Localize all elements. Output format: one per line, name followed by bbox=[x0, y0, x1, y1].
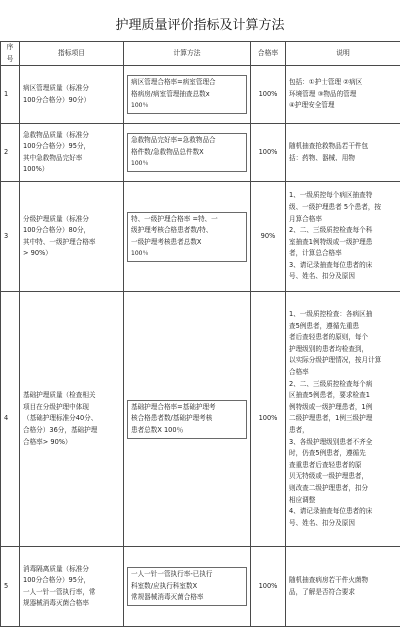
item-line: 病区管理质量（标准分 bbox=[23, 83, 120, 95]
table-header-row bbox=[1, 42, 400, 66]
item-line: 100分合格分）90分） bbox=[23, 95, 120, 107]
header-rate: 合格率 bbox=[251, 42, 286, 66]
desc-cell bbox=[286, 182, 400, 292]
desc-line: 区抽查5例患者，要求检查1 bbox=[289, 390, 397, 402]
method-line: 100％ bbox=[131, 158, 243, 170]
rate-cell: 100% bbox=[251, 292, 286, 547]
method-line: 特、一级护理合格率 =特、一 bbox=[131, 214, 243, 226]
method-line: 急救物品完好率=急救物品合 bbox=[131, 135, 243, 147]
desc-cell bbox=[286, 124, 400, 182]
desc-line: 包括：①护士管理 ②病区 bbox=[289, 77, 397, 89]
item-cell bbox=[20, 182, 124, 292]
rate-cell: 100% bbox=[251, 547, 286, 627]
item-line: 消毒隔离质量（标准分 bbox=[23, 564, 120, 576]
item-line: 基础护理质量（检查相关 bbox=[23, 390, 120, 402]
desc-line: 则改查二级护理患者，扣分 bbox=[289, 483, 397, 495]
method-cell bbox=[124, 292, 251, 547]
rate-cell: 100% bbox=[251, 124, 286, 182]
item-line: 其中急救物品完好率 bbox=[23, 153, 120, 165]
item-line: > 90%） bbox=[23, 248, 120, 260]
method-line: 病区管理合格率=病室管理合 bbox=[131, 77, 243, 89]
item-cell bbox=[20, 547, 124, 627]
table-row bbox=[1, 124, 400, 182]
desc-line: 者，计算总合格率 bbox=[289, 248, 397, 260]
desc-line: 3、请记录抽查每位患者的床 bbox=[289, 260, 397, 272]
header-method: 计算方法 bbox=[124, 42, 251, 66]
desc-line: 3、各级护理级别患者不齐全 bbox=[289, 437, 397, 449]
item-line: 100分合格分）95分， bbox=[23, 575, 120, 587]
formula-box bbox=[127, 212, 247, 262]
item-line: 其中特、一级护理合格率 bbox=[23, 237, 120, 249]
item-cell bbox=[20, 124, 124, 182]
item-line: 急救物品质量（标准分 bbox=[23, 130, 120, 142]
item-cell bbox=[20, 292, 124, 547]
header-no: 序号 bbox=[1, 42, 20, 66]
desc-line: 品，了解是否符合要求 bbox=[289, 587, 397, 599]
desc-line: 1、一级质控检查：各病区抽 bbox=[289, 309, 397, 321]
desc-line: 2、二、三级质控检查每个病 bbox=[289, 379, 397, 391]
desc-line: 时，仍查5例患者，遵循先 bbox=[289, 448, 397, 460]
table-row bbox=[1, 547, 400, 627]
criteria-table bbox=[0, 41, 400, 627]
desc-line: 者后查轻患者的原则，每个 bbox=[289, 332, 397, 344]
desc-line: ④护理安全管理 bbox=[289, 100, 397, 112]
formula-box bbox=[127, 400, 247, 439]
method-line: 患者总数X 100％ bbox=[131, 425, 243, 437]
method-line: 格病房/病室管理抽查总数x bbox=[131, 89, 243, 101]
row-number: 1 bbox=[1, 66, 20, 124]
desc-line: 号、姓名、扣分及原因 bbox=[289, 271, 397, 283]
desc-line: 2、二、三级质控检查每个科 bbox=[289, 225, 397, 237]
method-line: 科室数/应执行科室数X bbox=[131, 581, 243, 593]
method-cell bbox=[124, 124, 251, 182]
table-row bbox=[1, 292, 400, 547]
desc-cell bbox=[286, 292, 400, 547]
desc-cell bbox=[286, 66, 400, 124]
item-line: 一人一针一管执行率，常 bbox=[23, 587, 120, 599]
desc-line: 查5例患者，遵循先重患 bbox=[289, 321, 397, 333]
item-line: 100分合格分）80分， bbox=[23, 225, 120, 237]
formula-box bbox=[127, 75, 247, 114]
desc-line: 号、姓名、扣分及原因 bbox=[289, 518, 397, 530]
item-line: 100%） bbox=[23, 164, 120, 176]
item-line: 规器械消毒灭菌合格率 bbox=[23, 598, 120, 610]
method-cell bbox=[124, 66, 251, 124]
item-line: （基础护理标准分40分、 bbox=[23, 413, 120, 425]
item-line: 合格率> 90%） bbox=[23, 437, 120, 449]
method-cell bbox=[124, 547, 251, 627]
desc-line: 括：药物、器械、用物 bbox=[289, 153, 397, 165]
rate-cell: 90% bbox=[251, 182, 286, 292]
rate-cell: 100% bbox=[251, 66, 286, 124]
item-cell bbox=[20, 66, 124, 124]
method-line: 核合格患者数/基础护理考核 bbox=[131, 413, 243, 425]
desc-line: 患者， bbox=[289, 425, 397, 437]
desc-line: 例特级或一级护理患者，1例 bbox=[289, 402, 397, 414]
method-line: 100％ bbox=[131, 100, 243, 112]
method-line: 100％ bbox=[131, 248, 243, 260]
desc-cell bbox=[286, 547, 400, 627]
formula-box bbox=[127, 567, 247, 606]
desc-line: 二级护理患者，1例三级护理 bbox=[289, 413, 397, 425]
method-line: 格件数/急救物品总件数X bbox=[131, 147, 243, 159]
row-number: 2 bbox=[1, 124, 20, 182]
desc-line: 合格率 bbox=[289, 367, 397, 379]
item-line: 项目在分级护理中体现 bbox=[23, 402, 120, 414]
desc-line: 4、请记录抽查每位患者的床 bbox=[289, 506, 397, 518]
desc-line: 贝无特级或一级护理患者， bbox=[289, 471, 397, 483]
table-row bbox=[1, 66, 400, 124]
item-line: 分级护理质量（标准分 bbox=[23, 214, 120, 226]
row-number: 4 bbox=[1, 292, 20, 547]
desc-line: 护理级别的患者均检查到， bbox=[289, 344, 397, 356]
item-line: 100分合格分）95分， bbox=[23, 141, 120, 153]
desc-line: 室抽查1例特级或一级护理患 bbox=[289, 237, 397, 249]
desc-line: 查重患者后查轻患者的原 bbox=[289, 460, 397, 472]
desc-line: 相应调整 bbox=[289, 495, 397, 507]
method-cell bbox=[124, 182, 251, 292]
row-number: 3 bbox=[1, 182, 20, 292]
desc-line: 随机抽查病房若干件火菌物 bbox=[289, 575, 397, 587]
desc-line: 随机抽查抢救物品若干件包 bbox=[289, 141, 397, 153]
method-line: 基础护理合格率=基础护理考 bbox=[131, 402, 243, 414]
header-item: 指标项目 bbox=[20, 42, 124, 66]
desc-line: 环境管理 ③物品的管理 bbox=[289, 89, 397, 101]
formula-box bbox=[127, 133, 247, 172]
table-row bbox=[1, 182, 400, 292]
document-title: 护理质量评价指标及计算方法 bbox=[0, 14, 400, 33]
method-line: 常规器械消毒灭菌合格率 bbox=[131, 592, 243, 604]
desc-line: 以实际分级护理情况，按月计算 bbox=[289, 355, 397, 367]
header-desc: 说明 bbox=[286, 42, 400, 66]
method-line: 级护理考核合格患者数/特、 bbox=[131, 225, 243, 237]
desc-line: 月算合格率 bbox=[289, 214, 397, 226]
desc-line: 1、一级质控每个病区抽查特 bbox=[289, 190, 397, 202]
desc-line: 级、一级护理患者 5个患者，按 bbox=[289, 202, 397, 214]
row-number: 5 bbox=[1, 547, 20, 627]
method-line: 一级护理考核患者总数X bbox=[131, 237, 243, 249]
method-line: 一人一针一管执行率-已执行 bbox=[131, 569, 243, 581]
item-line: 合格分）36分，基础护理 bbox=[23, 425, 120, 437]
